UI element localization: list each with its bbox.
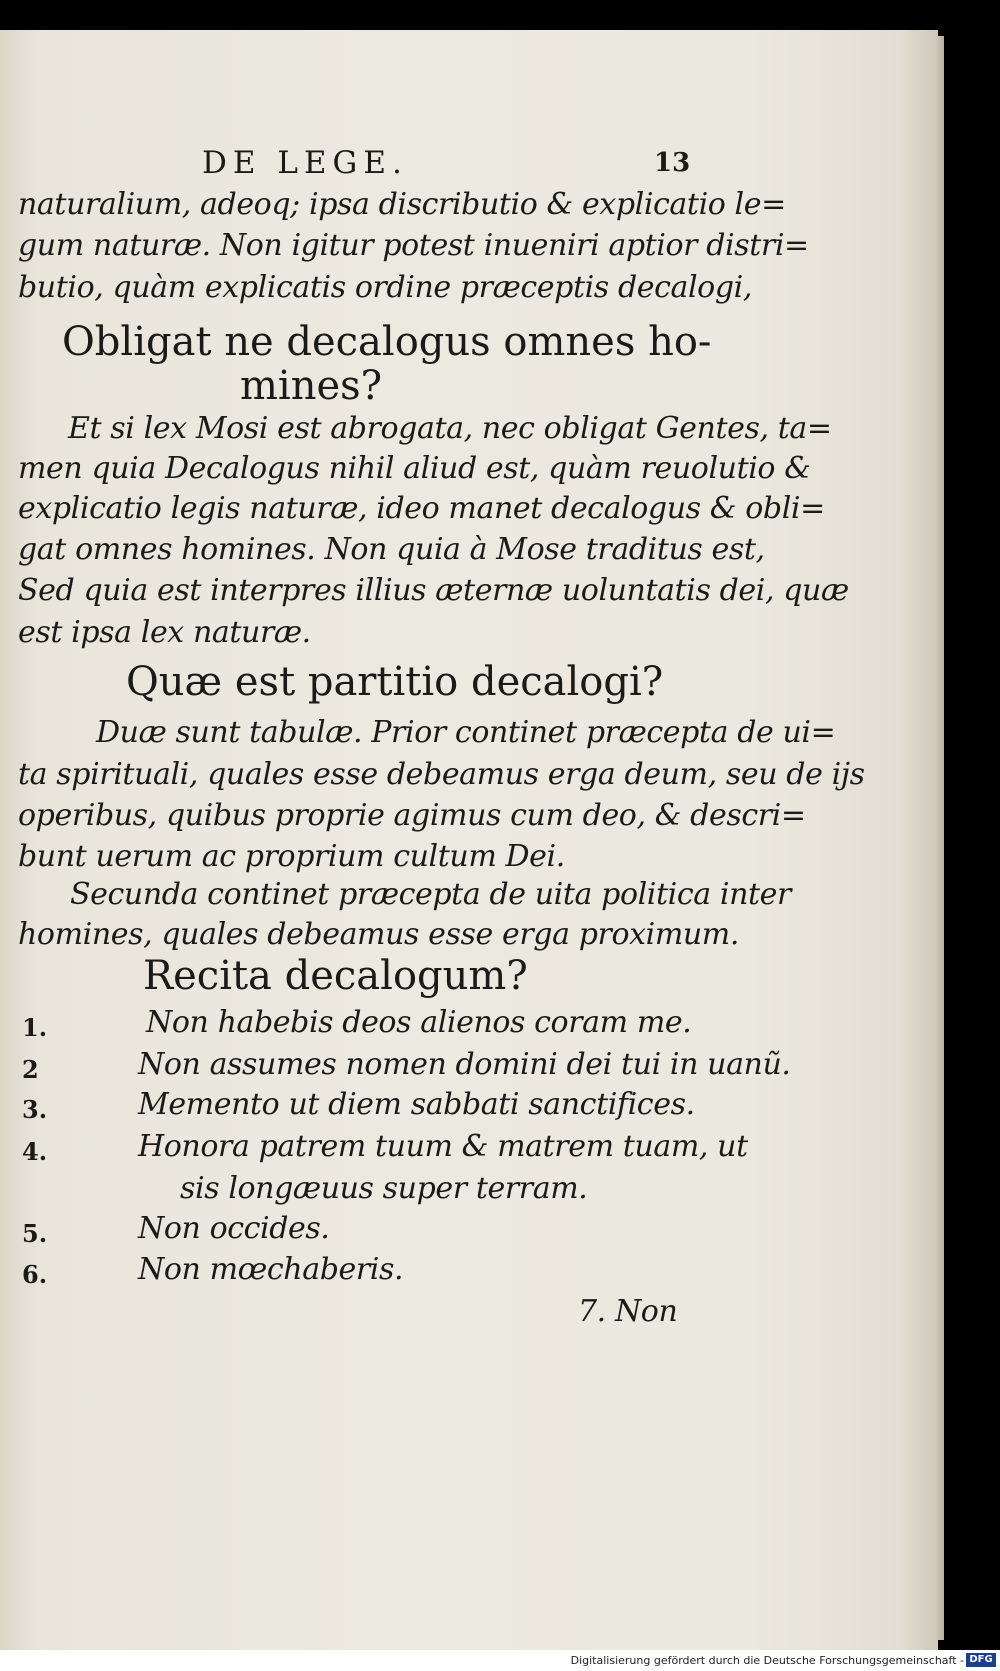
question-heading: Recita decalogum? [143, 953, 528, 999]
commandment-text-cont: sis longæuus super terram. [180, 1171, 588, 1206]
text-line: men quia Decalogus nihil aliud est, quàm reuolutio & [18, 451, 811, 486]
commandment-number: 6. [22, 1260, 48, 1289]
commandment-number: 3. [22, 1095, 48, 1124]
catchword: 7. Non [578, 1294, 678, 1329]
text-line: est ipsa lex naturæ. [18, 615, 311, 650]
commandment-text: Non mœchaberis. [138, 1252, 404, 1287]
text-line: bunt uerum ac proprium cultum Dei. [18, 839, 565, 874]
text-line: Et si lex Mosi est abrogata, nec obligat Gentes, ta= [68, 411, 832, 446]
commandment-text: Non assumes nomen domini dei tui in uanũ. [138, 1047, 791, 1082]
text-line: gat omnes homines. Non quia à Mose traditus est, [18, 532, 765, 567]
footer-credit: Digitalisierung gefördert durch die Deutsche Forschungsgemeinschaft - [570, 1654, 964, 1667]
footer-bar [0, 1650, 1000, 1671]
commandment-text: Honora patrem tuum & matrem tuam, ut [138, 1129, 748, 1164]
page-number: 13 [654, 148, 691, 178]
question-heading: Quæ est partitio decalogi? [126, 659, 664, 705]
text-line: ta spirituali, quales esse debeamus erga deum, seu de ijs [18, 757, 865, 792]
commandment-number: 1. [22, 1013, 48, 1042]
commandment-number: 5. [22, 1219, 48, 1248]
text-line: naturalium, adeoq; ipsa discributio & explicatio le= [18, 187, 786, 222]
commandment-text: Non occides. [138, 1211, 330, 1246]
text-line: operibus, quibus proprie agimus cum deo, & descri= [18, 798, 806, 833]
book-page [0, 30, 938, 1650]
commandment-number: 4. [22, 1137, 48, 1166]
commandment-text: Non habebis deos alienos coram me. [146, 1005, 692, 1040]
question-heading: Obligat ne decalogus omnes ho- [62, 319, 712, 365]
commandment-text: Memento ut diem sabbati sanctifices. [138, 1087, 695, 1122]
text-line: Sed quia est interpres illius æternæ uoluntatis dei, quæ [18, 573, 849, 608]
running-title: DE LEGE. [202, 145, 408, 181]
question-heading-cont: mines? [240, 363, 383, 409]
dfg-logo: DFG [966, 1653, 996, 1667]
text-line: homines, quales debeamus esse erga proximum. [18, 917, 739, 952]
text-line: Duæ sunt tabulæ. Prior continet præcepta de ui= [96, 715, 836, 750]
commandment-number: 2 [22, 1055, 39, 1084]
text-line: explicatio legis naturæ, ideo manet decalogus & obli= [18, 491, 825, 526]
text-line: Secunda continet præcepta de uita politica inter [70, 877, 791, 912]
text-line: butio, quàm explicatis ordine præceptis decalogi, [18, 270, 752, 305]
text-line: gum naturæ. Non igitur potest inueniri aptior distri= [18, 228, 809, 263]
